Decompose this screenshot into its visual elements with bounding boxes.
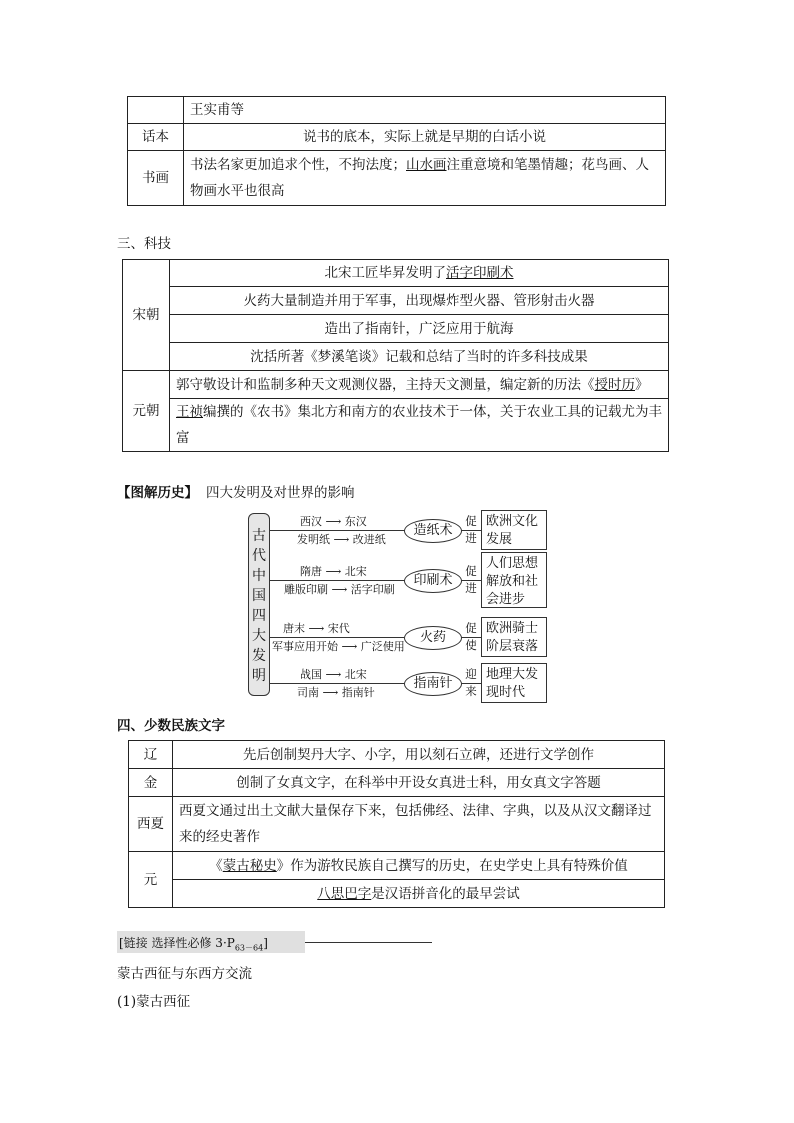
footer-heading: 蒙古西征与东西方交流: [117, 966, 252, 982]
row-head: 辽: [129, 741, 173, 769]
table-cell: 先后创制契丹大字、小字，用以刻石立碑，还进行文学创作: [173, 741, 665, 769]
connector-line: [270, 683, 404, 684]
effect-box: 欧洲文化发展: [481, 510, 547, 550]
era-label: 战国 ⟶ 北宋: [300, 668, 367, 681]
table-cell: 造出了指南针，广泛应用于航海: [170, 315, 669, 343]
diagram-title: 四大发明及对世界的影响: [206, 485, 355, 501]
connector-line: [270, 637, 404, 638]
row-head: 金: [129, 769, 173, 797]
link-text: ]: [263, 936, 268, 950]
effect-verb: 促 进: [465, 564, 477, 595]
main-char: 中: [252, 568, 266, 584]
stage-label: 雕版印刷 ⟶ 活字印刷: [284, 583, 395, 596]
table-cell: 说书的底本，实际上就是早期的白话小说: [184, 124, 666, 151]
cell-text: 》作为游牧民族自己撰写的历史，在史学史上具有特殊价值: [276, 857, 628, 874]
connector-line: [270, 580, 404, 581]
row-head: 书画: [128, 151, 184, 206]
table-cell: [173, 852, 665, 880]
underlined-text: 王祯: [176, 404, 203, 420]
main-char: 明: [252, 668, 266, 684]
cell-text: 《: [209, 857, 223, 874]
row-head: 元朝: [123, 371, 170, 452]
diagram-heading: [117, 481, 355, 501]
invention-oval: 印刷术: [404, 569, 462, 593]
table-cell: 西夏文通过出土文献大量保存下来，包括佛经、法律、字典，以及从汉文翻译过来的经史著作: [173, 797, 665, 852]
table-cell: 创制了女真文字，在科举中开设女真进士科，用女真文字答题: [173, 769, 665, 797]
table-cell: [170, 399, 669, 452]
table-cell: [170, 260, 669, 287]
link-rule: [305, 942, 432, 943]
underlined-text: 八思巴字: [317, 885, 372, 902]
table-cell: 火药大量制造并用于军事，出现爆炸型火器、管形射击火器: [170, 287, 669, 315]
row-head: 话本: [128, 124, 184, 151]
effect-verb: 迎 来: [465, 667, 477, 698]
cell-text: 郭守敬设计和监制多种天文观测仪器，主持天文测量，编定新的历法《: [176, 376, 595, 393]
link-text: [链接 选择性必修 3·P: [119, 936, 235, 950]
section-title: 四、少数民族文字: [117, 718, 225, 734]
effect-verb: 促 使: [465, 621, 477, 652]
cell-text: 》: [635, 376, 649, 393]
cell-text: 北宋工匠毕昇发明了: [324, 265, 446, 281]
table-cell: [184, 151, 666, 206]
effect-box: 欧洲骑士阶层衰落: [481, 617, 547, 657]
table-cell: 王实甫等: [184, 97, 666, 124]
table-cell: [128, 97, 184, 124]
four-inventions-box: [248, 513, 270, 696]
era-label: 唐末 ⟶ 宋代: [283, 622, 350, 635]
main-char: 四: [252, 608, 266, 624]
script-table: [128, 740, 665, 908]
connector-line: [270, 530, 404, 531]
invention-oval: 造纸术: [404, 519, 462, 543]
effect-box: 地理大发现时代: [481, 663, 547, 703]
effect-verb: 促 进: [465, 514, 477, 545]
stage-label: 军事应用开始 ⟶ 广泛使用: [272, 640, 405, 653]
underlined-text: 蒙古秘史: [222, 857, 277, 874]
cell-text: 是汉语拼音化的最早尝试: [371, 885, 520, 902]
era-label: 隋唐 ⟶ 北宋: [300, 565, 367, 578]
invention-oval: 指南针: [404, 672, 462, 696]
main-char: 国: [252, 588, 266, 604]
row-head: 元: [129, 852, 173, 908]
cell-text: 注重意境和笔墨情趣；花鸟画、人物画水平也很高: [190, 157, 649, 199]
row-head: 西夏: [129, 797, 173, 852]
section-title: 三、科技: [117, 236, 171, 252]
invention-oval: 火药: [404, 626, 462, 650]
culture-table: [127, 96, 666, 206]
stage-label: 司南 ⟶ 指南针: [297, 686, 375, 699]
effect-box: 人们思想解放和社会进步: [481, 552, 547, 608]
main-char: 代: [252, 548, 266, 564]
underlined-text: 山水画: [406, 157, 447, 173]
row-head: 宋朝: [123, 260, 170, 371]
underlined-text: 活字印刷术: [446, 265, 514, 281]
main-char: 古: [252, 528, 266, 544]
cell-text: 编撰的《农书》集北方和南方的农业技术于一体，关于农业工具的记载尤为丰富: [176, 404, 662, 446]
main-char: 大: [252, 628, 266, 644]
link-page-range: 63－64: [234, 943, 264, 953]
cell-text: 书法名家更加追求个性，不拘法度；: [190, 157, 406, 173]
table-cell: [170, 371, 669, 399]
main-char: 发: [252, 648, 266, 664]
diagram-tag: 【图解历史】: [117, 485, 198, 501]
link-label: [119, 934, 268, 953]
era-label: 西汉 ⟶ 东汉: [300, 515, 367, 528]
table-cell: [173, 880, 665, 908]
stage-label: 发明纸 ⟶ 改进纸: [297, 533, 386, 546]
table-cell: 沈括所著《梦溪笔谈》记载和总结了当时的许多科技成果: [170, 343, 669, 371]
technology-table: [122, 259, 669, 452]
footer-subheading: (1)蒙古西征: [117, 994, 191, 1010]
underlined-text: 授时历: [594, 376, 635, 393]
